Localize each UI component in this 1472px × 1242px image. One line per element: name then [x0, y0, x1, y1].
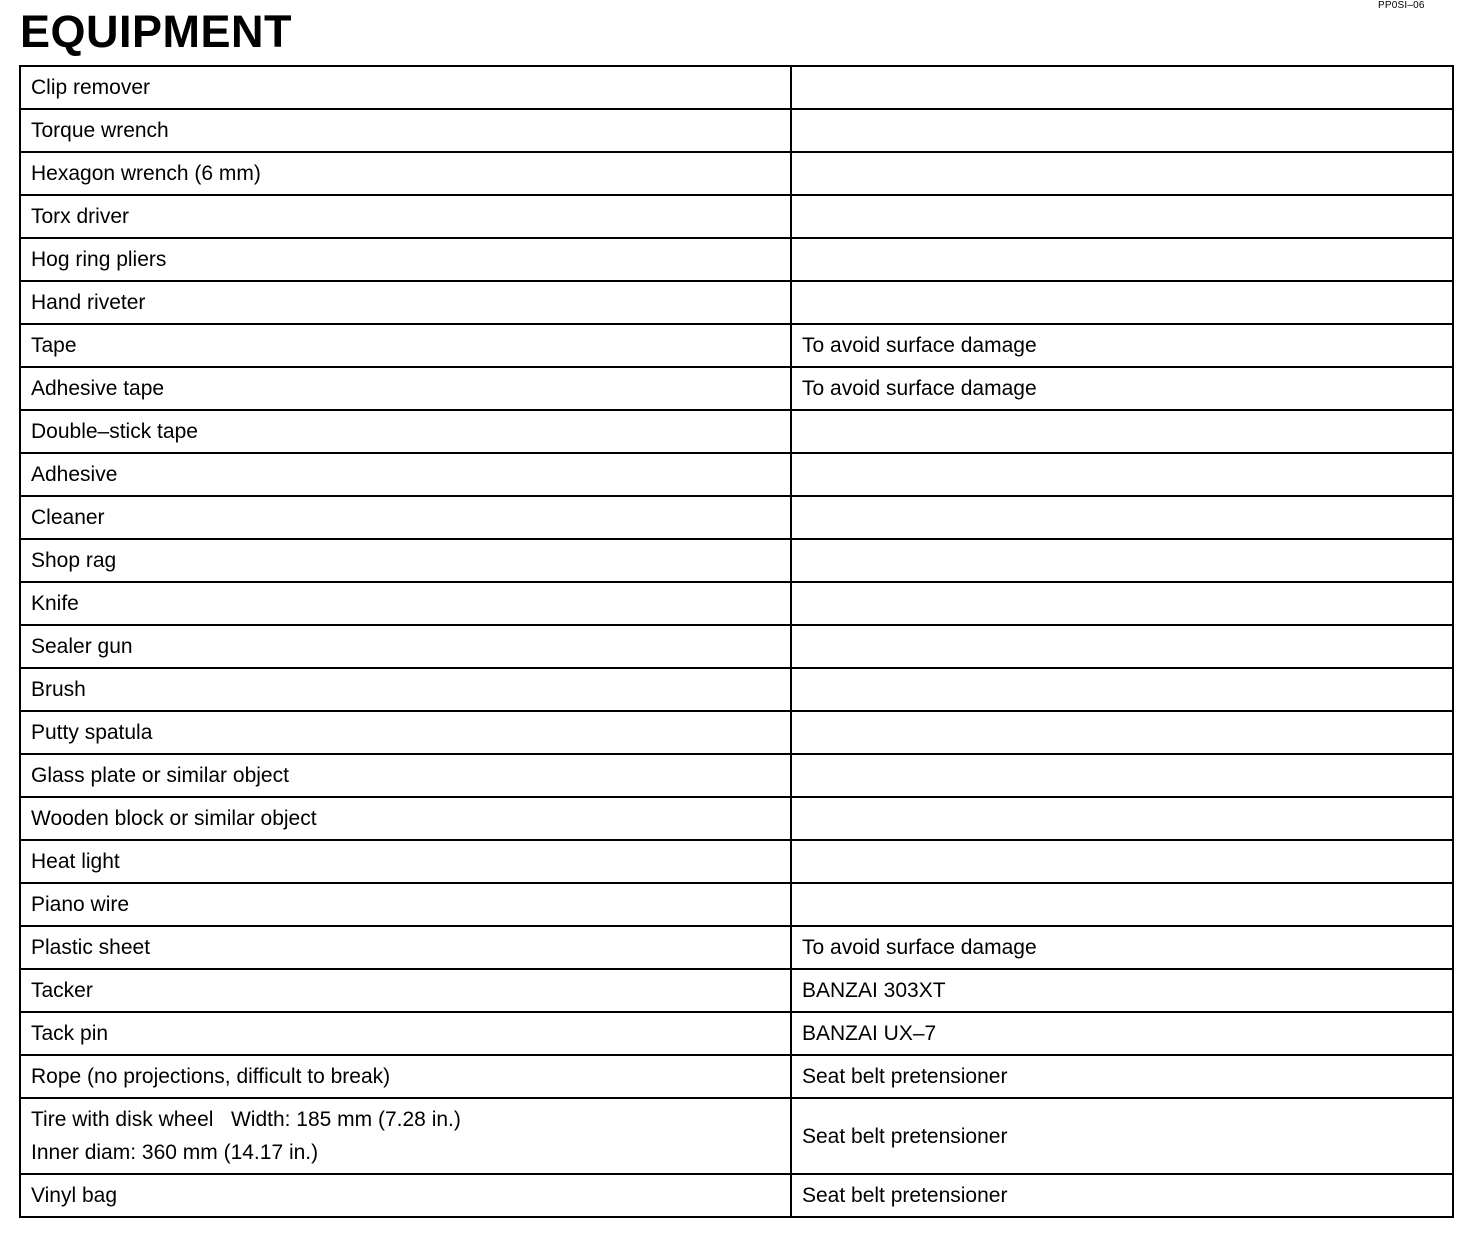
note-cell	[791, 453, 1453, 496]
table-row	[20, 195, 1453, 238]
note-cell	[791, 582, 1453, 625]
tool-cell: Sealer gun	[20, 625, 791, 668]
page-title: EQUIPMENT	[20, 6, 293, 57]
document-code: PP0SI–06	[1378, 0, 1425, 11]
tool-cell: Plastic sheet	[20, 926, 791, 969]
table-row	[20, 797, 1453, 840]
note-cell	[791, 539, 1453, 582]
table-row	[20, 1098, 1453, 1174]
table-row	[20, 453, 1453, 496]
tool-cell: Torque wrench	[20, 109, 791, 152]
note-cell	[791, 668, 1453, 711]
note-cell	[791, 496, 1453, 539]
note-cell: To avoid surface damage	[791, 367, 1453, 410]
table-row	[20, 1012, 1453, 1055]
table-row	[20, 496, 1453, 539]
tool-cell: Clip remover	[20, 66, 791, 109]
tool-cell: Cleaner	[20, 496, 791, 539]
table-row	[20, 238, 1453, 281]
table-row	[20, 410, 1453, 453]
table-row	[20, 926, 1453, 969]
tool-cell: Torx driver	[20, 195, 791, 238]
table-row	[20, 625, 1453, 668]
table-row	[20, 152, 1453, 195]
note-cell	[791, 797, 1453, 840]
table-row	[20, 711, 1453, 754]
note-cell: To avoid surface damage	[791, 324, 1453, 367]
tool-cell: Double–stick tape	[20, 410, 791, 453]
table-row	[20, 109, 1453, 152]
note-cell: BANZAI 303XT	[791, 969, 1453, 1012]
note-cell: To avoid surface damage	[791, 926, 1453, 969]
tool-cell: Hand riveter	[20, 281, 791, 324]
note-cell	[791, 840, 1453, 883]
table-row	[20, 367, 1453, 410]
tool-cell: Piano wire	[20, 883, 791, 926]
tool-cell: Rope (no projections, difficult to break)	[20, 1055, 791, 1098]
table-row	[20, 1055, 1453, 1098]
tool-cell: Hexagon wrench (6 mm)	[20, 152, 791, 195]
tool-cell: Wooden block or similar object	[20, 797, 791, 840]
note-cell	[791, 109, 1453, 152]
note-cell	[791, 152, 1453, 195]
tool-line: Tire with disk wheel Width: 185 mm (7.28 in.)	[31, 1108, 461, 1131]
table-row	[20, 281, 1453, 324]
table-row	[20, 883, 1453, 926]
table-row	[20, 66, 1453, 109]
tool-cell	[20, 1098, 791, 1174]
tool-cell: Knife	[20, 582, 791, 625]
tool-cell: Brush	[20, 668, 791, 711]
note-cell: Seat belt pretensioner	[791, 1174, 1453, 1217]
tool-cell: Shop rag	[20, 539, 791, 582]
note-cell	[791, 66, 1453, 109]
tool-cell: Heat light	[20, 840, 791, 883]
tool-cell: Adhesive tape	[20, 367, 791, 410]
table-row	[20, 582, 1453, 625]
tool-cell: Glass plate or similar object	[20, 754, 791, 797]
tool-cell: Adhesive	[20, 453, 791, 496]
tool-cell: Putty spatula	[20, 711, 791, 754]
note-cell	[791, 711, 1453, 754]
note-cell: Seat belt pretensioner	[791, 1055, 1453, 1098]
table-row	[20, 754, 1453, 797]
table-row	[20, 840, 1453, 883]
tool-cell: Tack pin	[20, 1012, 791, 1055]
note-cell	[791, 883, 1453, 926]
note-cell: BANZAI UX–7	[791, 1012, 1453, 1055]
tool-cell: Tape	[20, 324, 791, 367]
note-cell	[791, 195, 1453, 238]
note-cell	[791, 281, 1453, 324]
note-cell	[791, 625, 1453, 668]
table-row	[20, 324, 1453, 367]
table-row	[20, 969, 1453, 1012]
table-row	[20, 1174, 1453, 1217]
table-row	[20, 539, 1453, 582]
tool-line: Inner diam: 360 mm (14.17 in.)	[31, 1141, 319, 1164]
equipment-table	[19, 65, 1454, 1218]
note-cell	[791, 410, 1453, 453]
note-cell	[791, 754, 1453, 797]
tool-cell: Tacker	[20, 969, 791, 1012]
tool-cell: Hog ring pliers	[20, 238, 791, 281]
note-cell	[791, 238, 1453, 281]
tool-cell: Vinyl bag	[20, 1174, 791, 1217]
note-cell: Seat belt pretensioner	[791, 1098, 1453, 1174]
table-row	[20, 668, 1453, 711]
